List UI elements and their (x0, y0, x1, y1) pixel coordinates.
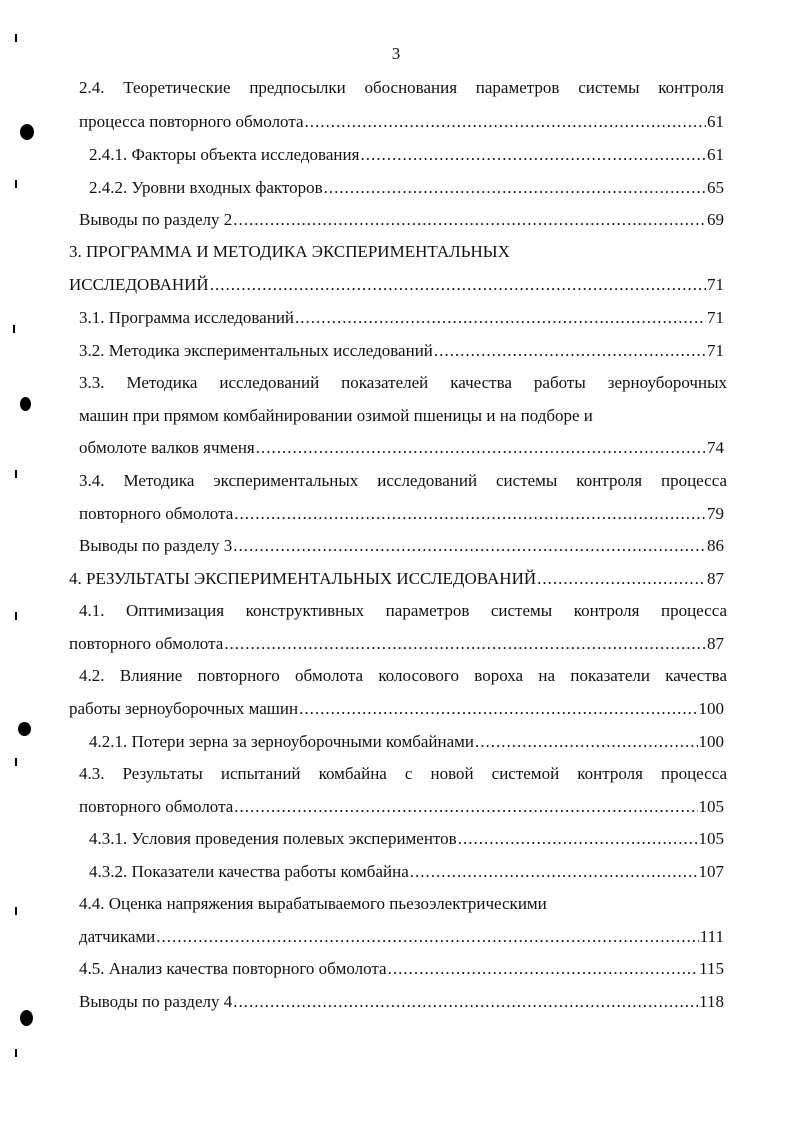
scan-mark (15, 34, 17, 42)
scan-mark (15, 180, 17, 188)
toc-entry-4-3-1[interactable]: 4.3.1. Условия проведения полевых экспериментов ..... 105 (89, 828, 724, 850)
toc-entry-2-4-2[interactable]: 2.4.2. Уровни входных факторов ..... 65 (89, 177, 724, 199)
punch-hole-mark (20, 1010, 33, 1026)
page-ref: 105 (698, 797, 724, 816)
toc-entry-4-4-line-1: 4.4. Оценка напряжения вырабатываемого пьезоэлектрическими (79, 894, 547, 913)
leader-dots (234, 796, 697, 818)
toc-entry-4-1-line-2[interactable]: повторного обмолота ..... 87 (69, 633, 724, 655)
scan-mark (15, 612, 17, 620)
leader-dots (537, 568, 706, 590)
toc-entry-3-3-line-2: машин при прямом комбайнировании озимой пшеницы и на подборе и (79, 406, 593, 425)
scan-mark (15, 1049, 17, 1057)
page-ref: 115 (699, 959, 724, 978)
scan-mark (15, 470, 17, 478)
leader-dots (434, 340, 706, 362)
toc-entry-4-4-line-2[interactable]: датчиками ..... 111 (79, 926, 724, 948)
toc-entry-3-line-1: 3. ПРОГРАММА И МЕТОДИКА ЭКСПЕРИМЕНТАЛЬНЫХ (69, 242, 510, 261)
leader-dots (299, 698, 697, 720)
punch-hole-mark (18, 722, 31, 736)
leader-dots (324, 177, 706, 199)
toc-entry-3-3-line-1: 3.3. Методика исследований показателей качества работы зерноуборочных (79, 373, 727, 392)
page-ref: 87 (707, 569, 724, 588)
leader-dots (475, 731, 697, 753)
toc-entry-4-5[interactable]: 4.5. Анализ качества повторного обмолота ..... 115 (79, 958, 724, 980)
page-ref: 71 (707, 341, 724, 360)
page-ref: 71 (707, 275, 724, 294)
leader-dots (156, 926, 699, 948)
page-ref: 61 (707, 145, 724, 164)
page-number: 3 (391, 44, 401, 63)
leader-dots (388, 958, 699, 980)
punch-hole-mark (20, 397, 31, 411)
leader-dots (305, 111, 706, 133)
page-ref: 74 (707, 438, 724, 457)
toc-entry-3-4-line-2[interactable]: повторного обмолота ..... 79 (79, 503, 724, 525)
scan-mark (15, 758, 17, 766)
leader-dots (233, 991, 698, 1013)
page-ref: 105 (698, 829, 724, 848)
scan-mark (15, 907, 17, 915)
page-ref: 100 (698, 732, 724, 751)
leader-dots (233, 209, 706, 231)
leader-dots (458, 828, 698, 850)
leader-dots (410, 861, 698, 883)
toc-entry-3-4-line-1: 3.4. Методика экспериментальных исследований системы контроля процесса (79, 471, 727, 490)
toc-entry-4-1-line-1: 4.1. Оптимизация конструктивных параметров системы контроля процесса (79, 601, 727, 620)
page-ref: 107 (698, 862, 724, 881)
punch-hole-mark (20, 124, 34, 140)
page-ref: 79 (707, 504, 724, 523)
leader-dots (233, 535, 706, 557)
toc-entry-conclusions-2[interactable]: Выводы по разделу 2 ..... 69 (79, 209, 724, 231)
toc-entry-4-3-2[interactable]: 4.3.2. Показатели качества работы комбайна ..... 107 (89, 861, 724, 883)
page-ref: 61 (707, 112, 724, 131)
toc-entry-2-4-line-1: 2.4. Теоретические предпосылки обоснования параметров системы контроля (79, 78, 724, 97)
page-ref: 100 (698, 699, 724, 718)
toc-entry-4-2-1[interactable]: 4.2.1. Потери зерна за зерноуборочными комбайнами ..... 100 (89, 731, 724, 753)
leader-dots (256, 437, 706, 459)
toc-entry-2-4-1[interactable]: 2.4.1. Факторы объекта исследования ..... 61 (89, 144, 724, 166)
leader-dots (224, 633, 706, 655)
leader-dots (234, 503, 706, 525)
toc-entry-4-3-line-2[interactable]: повторного обмолота ..... 105 (79, 796, 724, 818)
page-ref: 87 (707, 634, 724, 653)
toc-entry-4-2-line-1: 4.2. Влияние повторного обмолота колосового вороха на показатели качества (79, 666, 727, 685)
leader-dots (295, 307, 706, 329)
toc-entry-2-4-line-2[interactable]: процесса повторного обмолота ..... 61 (79, 111, 724, 133)
toc-entry-4-3-line-1: 4.3. Результаты испытаний комбайна с новой системой контроля процесса (79, 764, 727, 783)
page-ref: 86 (707, 536, 724, 555)
scan-mark (13, 325, 15, 333)
page-ref: 118 (699, 992, 724, 1011)
toc-entry-3-1[interactable]: 3.1. Программа исследований ..... 71 (79, 307, 724, 329)
toc-entry-conclusions-4[interactable]: Выводы по разделу 4 ..... 118 (79, 991, 724, 1013)
page-ref: 71 (707, 308, 724, 327)
toc-entry-4-2-line-2[interactable]: работы зерноуборочных машин ..... 100 (69, 698, 724, 720)
toc-entry-3-2[interactable]: 3.2. Методика экспериментальных исследований ..... 71 (79, 340, 724, 362)
leader-dots (360, 144, 706, 166)
toc-entry-4[interactable]: 4. РЕЗУЛЬТАТЫ ЭКСПЕРИМЕНТАЛЬНЫХ ИССЛЕДОВАНИЙ ..... 87 (69, 568, 724, 590)
toc-entry-conclusions-3[interactable]: Выводы по разделу 3 ..... 86 (79, 535, 724, 557)
page-ref: 65 (707, 178, 724, 197)
page-ref: 69 (707, 210, 724, 229)
toc-entry-3-line-2[interactable]: ИССЛЕДОВАНИЙ ..... 71 (69, 274, 724, 296)
page-ref: 111 (699, 927, 724, 946)
toc-entry-3-3-line-3[interactable]: обмолоте валков ячменя ..... 74 (79, 437, 724, 459)
leader-dots (210, 274, 706, 296)
